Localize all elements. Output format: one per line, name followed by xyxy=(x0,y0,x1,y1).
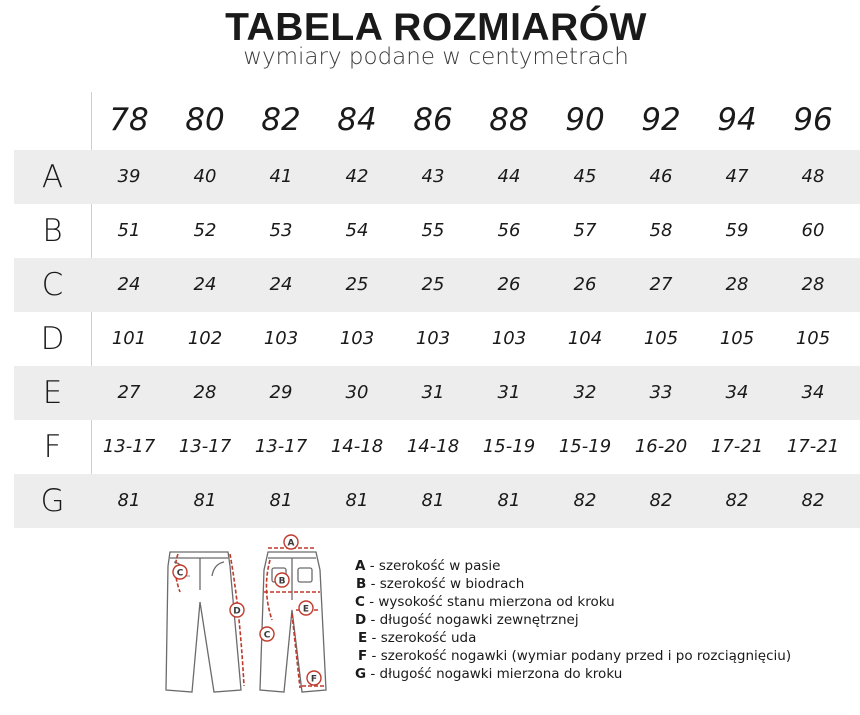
table-cell: 13-17 xyxy=(178,436,232,457)
legend-text: - szerokość w pasie xyxy=(365,558,501,574)
table-cell: 103 xyxy=(339,328,375,349)
table-cell: 27 xyxy=(117,382,141,403)
table-cell: 14-18 xyxy=(330,436,384,457)
row-label: B xyxy=(42,213,63,249)
table-cell: 81 xyxy=(421,490,445,511)
table-cell: 28 xyxy=(801,274,825,295)
legend-key: A xyxy=(355,558,366,574)
size-table xyxy=(14,92,860,528)
table-cell: 52 xyxy=(193,220,217,241)
table-cell: 13-17 xyxy=(254,436,308,457)
table-cell: 104 xyxy=(567,328,603,349)
table-cell: 103 xyxy=(491,328,527,349)
table-row xyxy=(14,474,860,528)
table-cell: 24 xyxy=(193,274,217,295)
marker-c-label: C xyxy=(176,568,184,579)
table-cell: 15-19 xyxy=(558,436,612,457)
table-cell: 29 xyxy=(269,382,293,403)
table-cell: 28 xyxy=(193,382,217,403)
table-cell: 16-20 xyxy=(634,436,688,457)
legend-text: - szerokość nogawki (wymiar podany przed i po rozciągnięciu) xyxy=(367,648,792,664)
table-body xyxy=(14,150,860,528)
table-cell: 59 xyxy=(725,220,749,241)
size-header-cell: 86 xyxy=(413,102,453,138)
table-cell: 82 xyxy=(649,490,673,511)
legend-item xyxy=(355,557,791,575)
table-row xyxy=(14,312,860,366)
size-header-cell: 96 xyxy=(793,102,833,138)
table-cell: 105 xyxy=(795,328,831,349)
table-cell: 25 xyxy=(345,274,369,295)
table-cell: 60 xyxy=(801,220,825,241)
row-label: E xyxy=(42,375,63,411)
table-cell: 26 xyxy=(573,274,597,295)
table-cell: 45 xyxy=(573,166,597,187)
table-cell: 39 xyxy=(117,166,141,187)
size-header-cell: 78 xyxy=(109,102,149,138)
marker-a-label: A xyxy=(287,538,295,549)
legend-item xyxy=(355,575,791,593)
row-label: G xyxy=(40,483,65,519)
table-cell: 102 xyxy=(187,328,223,349)
table-cell: 82 xyxy=(573,490,597,511)
legend-text: - szerokość uda xyxy=(367,630,477,646)
table-cell: 81 xyxy=(193,490,217,511)
legend-key: C xyxy=(355,594,365,610)
table-row xyxy=(14,204,860,258)
size-header-row xyxy=(14,92,860,150)
table-cell: 46 xyxy=(649,166,673,187)
table-cell: 43 xyxy=(421,166,445,187)
legend-text: - wysokość stanu mierzona od kroku xyxy=(364,594,615,610)
table-cell: 31 xyxy=(421,382,445,403)
size-header-cell: 94 xyxy=(717,102,757,138)
table-cell: 56 xyxy=(497,220,521,241)
measurement-legend xyxy=(355,557,791,683)
table-cell: 24 xyxy=(117,274,141,295)
table-cell: 26 xyxy=(497,274,521,295)
table-cell: 41 xyxy=(269,166,293,187)
table-cell: 17-21 xyxy=(710,436,764,457)
table-cell: 81 xyxy=(117,490,141,511)
page-subtitle: wymiary podane w centymetrach xyxy=(243,44,629,70)
size-header-cell: 92 xyxy=(641,102,681,138)
legend-key: F xyxy=(358,648,368,664)
table-cell: 105 xyxy=(719,328,755,349)
legend-item xyxy=(355,593,791,611)
marker-e-label: E xyxy=(302,604,310,615)
legend-item xyxy=(355,647,791,665)
legend-text: - długość nogawki mierzona do kroku xyxy=(366,666,623,682)
size-header-cell: 80 xyxy=(185,102,225,138)
table-cell: 30 xyxy=(345,382,369,403)
table-cell: 15-19 xyxy=(482,436,536,457)
marker-c-label: C xyxy=(263,630,271,641)
table-cell: 47 xyxy=(725,166,749,187)
legend-item xyxy=(355,629,791,647)
table-cell: 55 xyxy=(421,220,445,241)
table-row xyxy=(14,420,860,474)
table-row xyxy=(14,150,860,204)
legend-text: - długość nogawki zewnętrznej xyxy=(366,612,579,628)
row-label: F xyxy=(43,429,62,465)
table-cell: 13-17 xyxy=(102,436,156,457)
legend-key: B xyxy=(356,576,367,592)
table-cell: 101 xyxy=(111,328,147,349)
table-row xyxy=(14,366,860,420)
marker-f-label: F xyxy=(310,674,318,685)
row-label: D xyxy=(40,321,65,357)
table-cell: 14-18 xyxy=(406,436,460,457)
table-cell: 81 xyxy=(497,490,521,511)
row-label: C xyxy=(41,267,64,303)
marker-b-label: B xyxy=(278,576,286,587)
table-cell: 82 xyxy=(801,490,825,511)
table-cell: 17-21 xyxy=(786,436,840,457)
page-title: TABELA ROZMIARÓW xyxy=(225,6,647,49)
size-header-cell: 84 xyxy=(337,102,377,138)
legend-key: G xyxy=(355,666,367,682)
row-label: A xyxy=(41,159,64,195)
size-header-cell: 88 xyxy=(489,102,529,138)
table-cell: 42 xyxy=(345,166,369,187)
table-cell: 28 xyxy=(725,274,749,295)
table-cell: 81 xyxy=(345,490,369,511)
table-cell: 34 xyxy=(725,382,749,403)
table-cell: 82 xyxy=(725,490,749,511)
legend-key: D xyxy=(355,612,367,628)
table-cell: 44 xyxy=(497,166,521,187)
table-cell: 48 xyxy=(801,166,825,187)
table-cell: 24 xyxy=(269,274,293,295)
table-cell: 31 xyxy=(497,382,521,403)
table-cell: 57 xyxy=(573,220,597,241)
size-header-cell: 82 xyxy=(261,102,301,138)
table-cell: 103 xyxy=(415,328,451,349)
table-cell: 27 xyxy=(649,274,673,295)
legend-text: - szerokość w biodrach xyxy=(366,576,525,592)
table-cell: 105 xyxy=(643,328,679,349)
table-cell: 25 xyxy=(421,274,445,295)
table-cell: 34 xyxy=(801,382,825,403)
table-cell: 40 xyxy=(193,166,217,187)
trousers-diagram xyxy=(150,530,340,700)
size-header-cell: 90 xyxy=(565,102,605,138)
table-row xyxy=(14,258,860,312)
table-cell: 103 xyxy=(263,328,299,349)
table-cell: 54 xyxy=(345,220,369,241)
legend-item xyxy=(355,665,791,683)
legend-item xyxy=(355,611,791,629)
legend-key: E xyxy=(358,630,368,646)
table-cell: 81 xyxy=(269,490,293,511)
table-cell: 58 xyxy=(649,220,673,241)
table-cell: 33 xyxy=(649,382,673,403)
table-cell: 51 xyxy=(117,220,141,241)
table-cell: 53 xyxy=(269,220,293,241)
marker-d-label: D xyxy=(233,606,241,617)
table-cell: 32 xyxy=(573,382,597,403)
